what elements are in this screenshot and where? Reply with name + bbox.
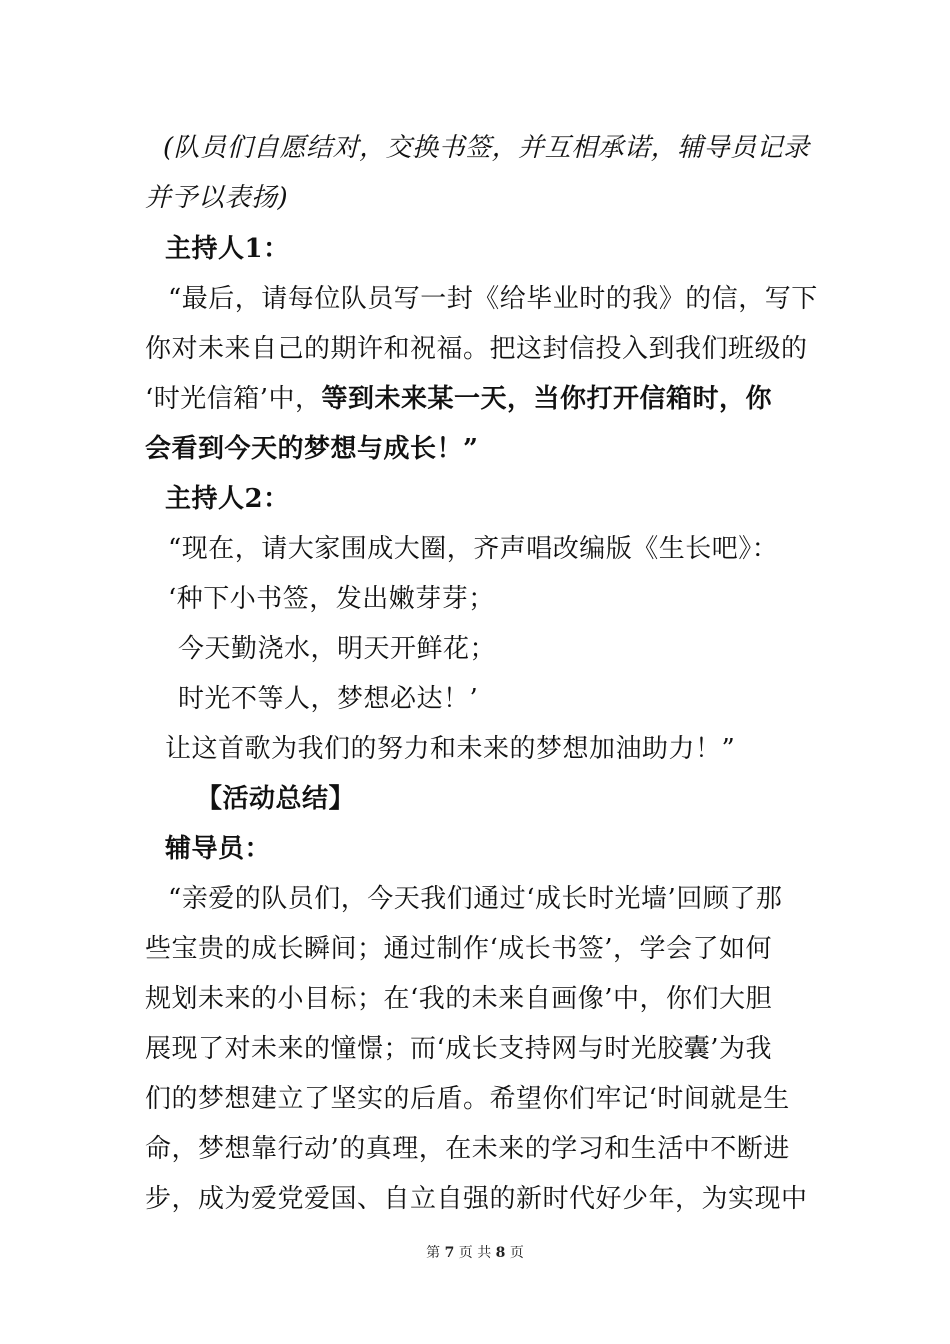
- footer-page-number: 7: [444, 1245, 455, 1261]
- paragraph-line: 些宝贵的成长瞬间；通过制作‘成长书签’，学会了如何: [145, 934, 773, 964]
- footer-middle: 页 共: [458, 1245, 492, 1261]
- paragraph-line: 步，成为爱党爱国、自立自强的新时代好少年，为实现中: [145, 1184, 808, 1214]
- paragraph-line: 你对未来自己的期许和祝福。把这封信投入到我们班级的: [145, 334, 808, 364]
- stage-direction-line-2: 并予以表扬): [145, 183, 289, 213]
- footer-total-pages: 8: [495, 1245, 506, 1261]
- paragraph-text-bold: 等到未来某一天，当你打开信箱时，你: [321, 384, 773, 414]
- paragraph-line: 命，梦想靠行动’的真理，在未来的学习和生活中不断进: [145, 1134, 790, 1164]
- footer-prefix: 第: [426, 1245, 441, 1261]
- paragraph-line: 们的梦想建立了坚实的后盾。希望你们牢记‘时间就是生: [145, 1084, 790, 1114]
- song-line-3: 时光不等人，梦想必达！’: [178, 684, 479, 714]
- paragraph-line: 规划未来的小目标；在‘我的未来自画像’中，你们大胆: [145, 984, 773, 1014]
- footer-suffix: 页: [509, 1245, 524, 1261]
- paragraph-line: “现在，请大家围成大圈，齐声唱改编版《生长吧》：: [168, 534, 779, 564]
- paragraph-text: ‘时光信箱’中，: [145, 384, 322, 414]
- paragraph-line: [145, 382, 772, 416]
- paragraph-line: “亲爱的队员们，今天我们通过‘成长时光墙’回顾了那: [168, 884, 783, 914]
- paragraph-line-bold: 会看到今天的梦想与成长！”: [145, 434, 479, 464]
- paragraph-line: 让这首歌为我们的努力和未来的梦想加油助力！”: [165, 734, 736, 764]
- paragraph-line: “最后，请每位队员写一封《给毕业时的我》的信，写下: [168, 284, 818, 314]
- section-heading-summary: 【活动总结】: [196, 784, 356, 814]
- song-line-2: 今天勤浇水，明天开鲜花；: [178, 634, 497, 664]
- speaker-counselor: 辅导员：: [165, 834, 272, 864]
- paragraph-line: 展现了对未来的憧憬；而‘成长支持网与时光胶囊’为我: [145, 1034, 773, 1064]
- speaker-host-2: 主持人2：: [165, 484, 290, 514]
- song-line-1: ‘种下小书签，发出嫩芽芽；: [168, 584, 495, 614]
- stage-direction-line-1: (队员们自愿结对，交换书签，并互相承诺，辅导员记录: [163, 133, 810, 163]
- page-footer: [0, 1244, 950, 1262]
- speaker-host-1: 主持人1：: [165, 234, 290, 264]
